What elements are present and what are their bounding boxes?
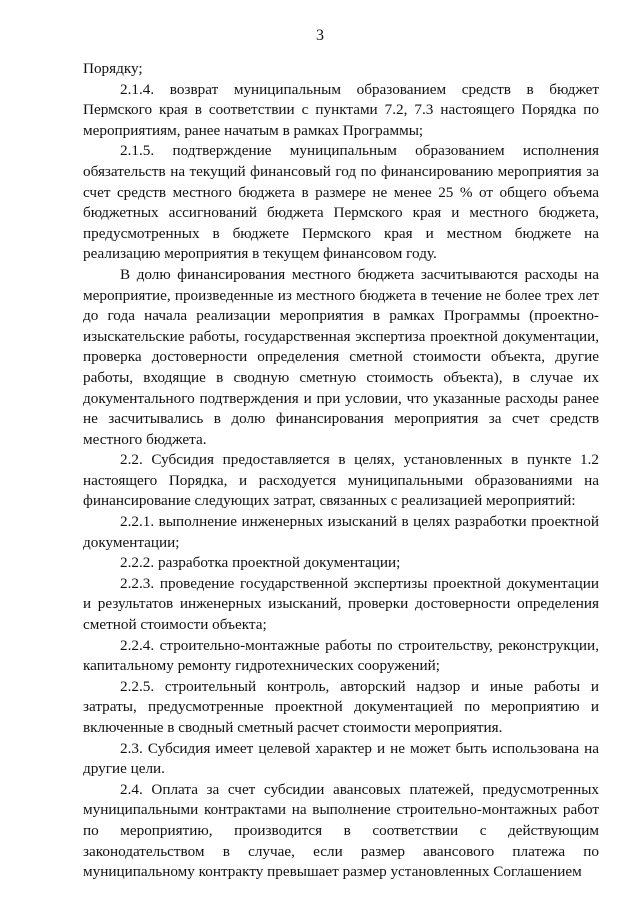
- paragraph-2-1-4: 2.1.4. возврат муниципальным образованием средств в бюджет Пермского края в соответствии с пунктами 7.2, 7.3 настоящего Порядка по мероприятиям, ранее начатым в рамках Программы;: [83, 80, 599, 139]
- paragraph-2-2-4: 2.2.4. строительно-монтажные работы по строительству, реконструкции, капитальному ремонту гидротехнических сооружений;: [83, 636, 599, 675]
- page-number: 3: [316, 27, 324, 44]
- paragraph-2-2-1: 2.2.1. выполнение инженерных изысканий в целях разработки проектной документации;: [83, 513, 599, 551]
- paragraph-2-2: 2.2. Субсидия предоставляется в целях, установленных в пункте 1.2 настоящего Порядка, и расходуется муниципальными образованиями на финансирование следующих затрат, связанных с реализацией мероприятий:: [83, 451, 599, 510]
- document-body: [83, 59, 599, 883]
- paragraph-2-3: 2.3. Субсидия имеет целевой характер и не может быть использована на другие цели.: [83, 739, 599, 778]
- paragraph-2-2-5: 2.2.5. строительный контроль, авторский надзор и иные работы и затраты, предусмотренные проектной документацией по мероприятию и включенные в сводный сметный расчет стоимости мероприятия.: [83, 677, 599, 736]
- paragraph-2-4: 2.4. Оплата за счет субсидии авансовых платежей, предусмотренных муниципальными контрактами на выполнение строительно-монтажных работ по мероприятию, производится в соответствии с действующим законодательством в случае, если размер авансового платежа по муниципальному контракту превышает размер установленных Соглашением: [83, 780, 599, 881]
- paragraph-2-1-5: 2.1.5. подтверждение муниципальным образованием исполнения обязательств на текущий финансовый год по финансированию мероприятия за счет средств местного бюджета в размере не менее 25 % от общего объема бюджетных ассигнований бюджета Пермского края и местного бюджета, предусмотренных в бюджете Пермского края и местном бюджете на реализацию мероприятия в текущем финансовом году.: [83, 142, 599, 263]
- paragraph-2-2-2: 2.2.2. разработка проектной документации;: [120, 554, 401, 572]
- paragraph-2-2-3: 2.2.3. проведение государственной экспертизы проектной документации и результатов инженерных изысканий, проверки достоверности определения сметной стоимости объекта;: [83, 574, 599, 634]
- paragraph-local-budget-share: В долю финансирования местного бюджета засчитываются расходы на мероприятие, произведенные из местного бюджета в течение не более трех лет до года начала реализации мероприятия в рамках Программы (проектно-изыскательские работы, государственная экспертиза проектной документации, проверка достоверности определения сметной стоимости объекта, другие работы, входящие в сводную сметную стоимость объекта), в случае их документального подтверждения и при условии, что указанные расходы ранее не засчитывались в долю финансирования мероприятия за счет средств местного бюджета.: [83, 265, 599, 448]
- paragraph-continuation: Порядку;: [83, 60, 143, 77]
